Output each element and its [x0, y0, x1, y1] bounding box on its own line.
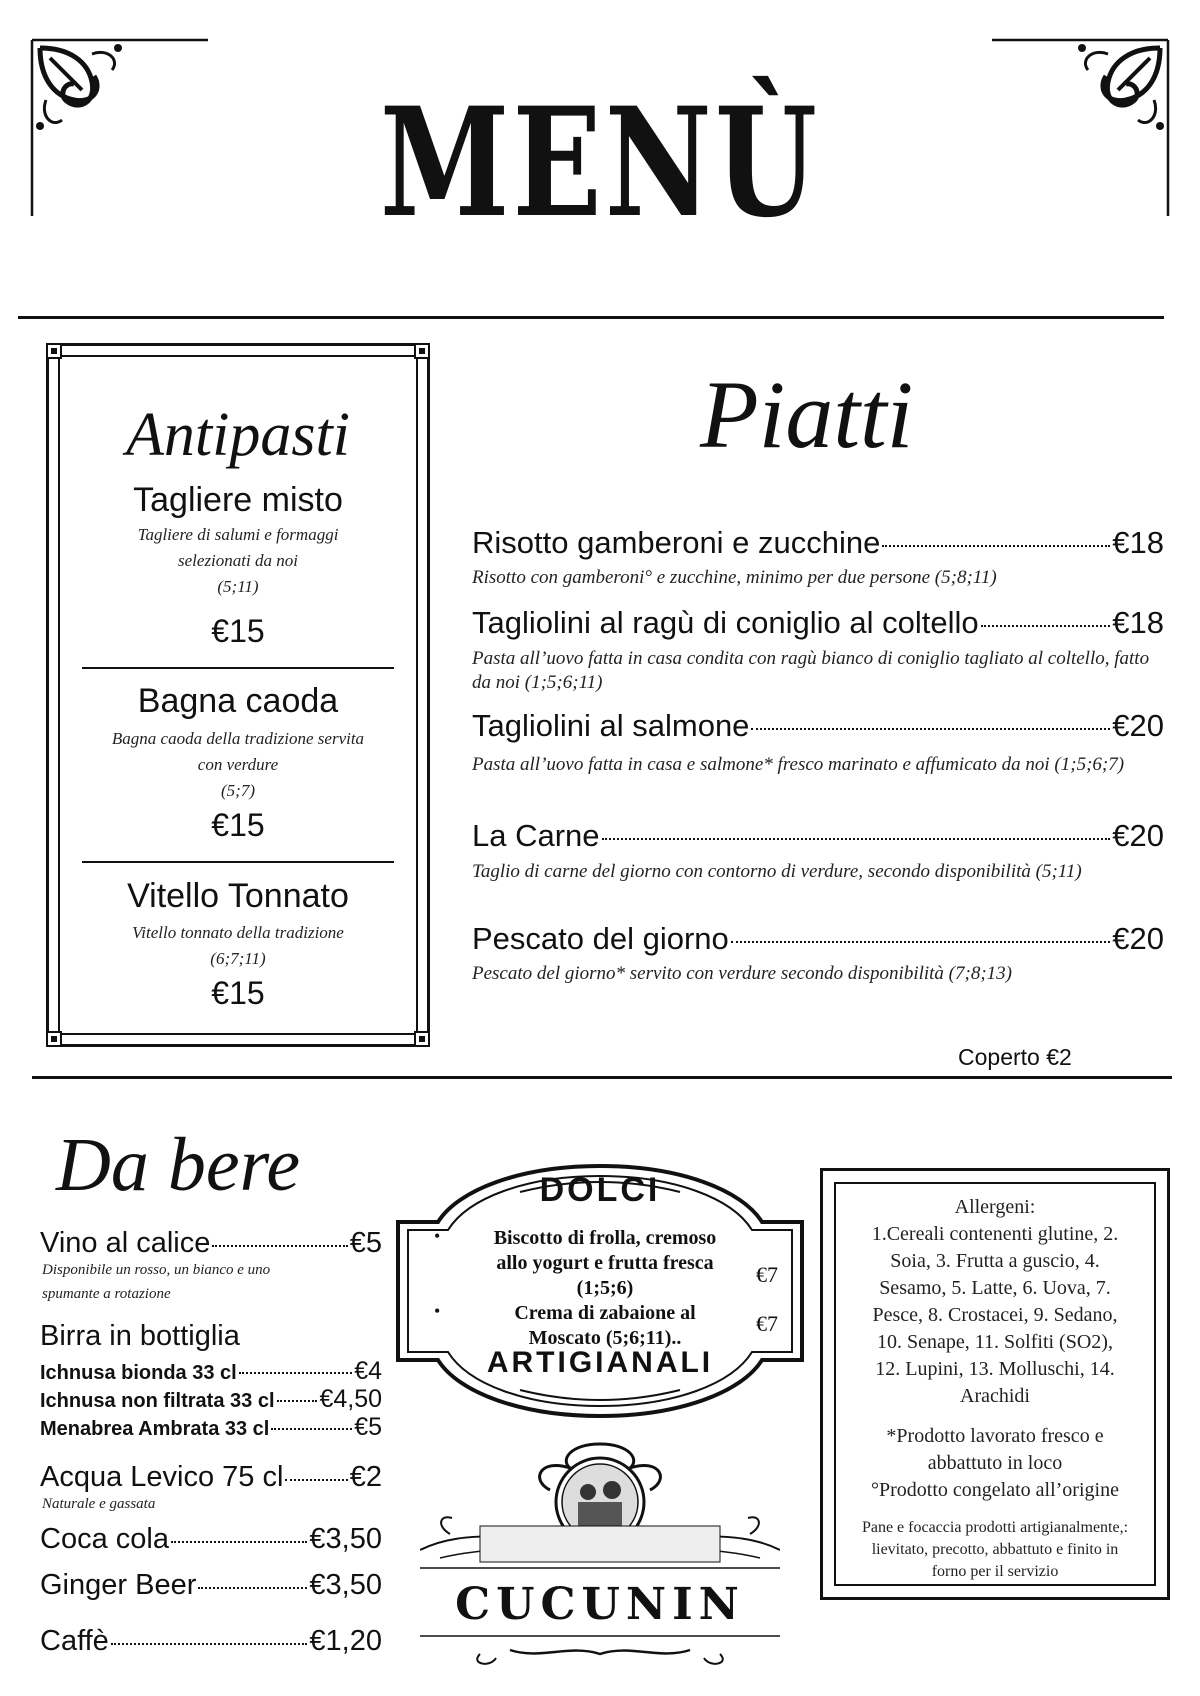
antipasti-item-desc: Bagna caoda della tradizione servita — [111, 729, 365, 748]
allergeni-pane: forno per il servizio — [931, 1563, 1059, 1580]
piatto-line — [472, 525, 1164, 561]
bere-line — [40, 1358, 382, 1386]
bere-line — [40, 1624, 382, 1658]
divider-middle — [32, 1076, 1172, 1079]
antipasti-item-desc: Tagliere di salumi e formaggi — [137, 525, 339, 544]
dot-leader — [882, 545, 1110, 547]
bere-line — [40, 1568, 382, 1602]
bere-line — [40, 1226, 382, 1260]
bere-price: €4 — [354, 1357, 382, 1385]
dolci-item-line: Moscato (5;6;11).. — [528, 1327, 682, 1349]
allergeni-note: *Prodotto lavorato fresco e — [886, 1425, 1104, 1447]
logo-text: CUCUNIN — [455, 1579, 745, 1630]
antipasti-separator — [82, 667, 394, 669]
bere-desc: Naturale e gassata — [42, 1496, 156, 1512]
dot-leader — [198, 1587, 307, 1589]
bere-name: Caffè — [40, 1625, 109, 1657]
dolci-bullet: • — [434, 1301, 441, 1321]
dolci-item-price: €7 — [756, 1311, 778, 1336]
dot-leader — [981, 625, 1111, 627]
bere-line — [40, 1522, 382, 1556]
dot-leader — [731, 941, 1110, 943]
piatto-name: Tagliolini al ragù di coniglio al coltello — [472, 605, 979, 640]
piatto-desc: Risotto con gamberoni° e zucchine, minimo per due persone (5;8;11) — [472, 567, 997, 588]
coperto-label: Coperto €2 — [958, 1044, 1072, 1070]
piatto-desc: Pasta all’uovo fatta in casa e salmone* fresco marinato e affumicato da noi (1;5;6;7) — [472, 754, 1125, 775]
bere-price: €5 — [349, 1227, 382, 1259]
dot-leader — [171, 1541, 307, 1543]
piatto-price: €20 — [1112, 921, 1164, 956]
bere-desc: spumante a rotazione — [42, 1286, 171, 1302]
antipasti-item-price: €15 — [211, 807, 265, 843]
frame-corner — [46, 1031, 62, 1047]
dolci-bullet: • — [434, 1226, 441, 1246]
dot-leader — [212, 1245, 347, 1247]
piatto-desc: Pescato del giorno* servito con verdure secondo disponibilità (7;8;13) — [472, 963, 1012, 984]
piatto-name: La Carne — [472, 818, 600, 853]
antipasti-item-desc: Vitello tonnato della tradizione — [132, 923, 344, 942]
piatto-line — [472, 818, 1164, 854]
allergeni-text: Allergeni: — [954, 1196, 1036, 1218]
bere-name: Coca cola — [40, 1523, 169, 1555]
piatti-heading: Piatti — [700, 361, 914, 468]
bere-line — [40, 1386, 382, 1414]
allergeni-text: Arachidi — [960, 1385, 1030, 1407]
dolci-item-line: Crema di zabaione al — [514, 1302, 696, 1324]
antipasti-item-price: €15 — [211, 975, 265, 1011]
antipasti-heading: Antipasti — [126, 401, 350, 469]
allergeni-text: 10. Senape, 11. Solfiti (SO2), — [877, 1331, 1113, 1353]
piatto-desc: Taglio di carne del giorno con contorno di verdure, secondo disponibilità (5;11) — [472, 861, 1082, 882]
bere-line — [40, 1414, 382, 1442]
antipasti-item-desc: con verdure — [197, 755, 279, 774]
bere-line — [40, 1460, 382, 1494]
piatto-price: €18 — [1112, 605, 1164, 640]
piatto-line — [472, 605, 1164, 641]
bere-name: Vino al calice — [40, 1227, 211, 1259]
piatto-name: Risotto gamberoni e zucchine — [472, 525, 881, 560]
dot-leader — [277, 1400, 318, 1402]
piatto-name: Pescato del giorno — [472, 921, 729, 956]
antipasti-item-desc: selezionati da noi — [178, 551, 298, 570]
bere-name: Menabrea Ambrata 33 cl — [40, 1418, 270, 1440]
dot-leader — [111, 1643, 308, 1645]
dot-leader — [271, 1428, 352, 1430]
bere-price: €5 — [354, 1413, 382, 1441]
antipasti-item-name: Tagliere misto — [133, 481, 343, 519]
bere-price: €2 — [349, 1461, 382, 1493]
bere-price: €3,50 — [309, 1569, 382, 1601]
bere-price: €3,50 — [309, 1523, 382, 1555]
bere-name: Ginger Beer — [40, 1569, 197, 1601]
bere-price: €4,50 — [319, 1385, 382, 1413]
allergeni-pane: Pane e focaccia prodotti artigianalmente,: — [861, 1519, 1129, 1536]
antipasti-separator — [82, 861, 394, 863]
piatto-line — [472, 708, 1164, 744]
cucunin-logo — [420, 1440, 780, 1670]
antipasti-item-allergens: (6;7;11) — [210, 949, 266, 968]
allergeni-note: abbattuto in loco — [927, 1452, 1063, 1474]
antipasti-item-name: Bagna caoda — [137, 682, 339, 720]
bere-name: Acqua Levico 75 cl — [40, 1461, 284, 1493]
bere-name: Ichnusa non filtrata 33 cl — [40, 1390, 275, 1412]
dolci-item-line: (1;5;6) — [576, 1277, 634, 1299]
allergeni-text: Pesce, 8. Crostacei, 9. Sedano, — [872, 1304, 1118, 1326]
piatto-line — [472, 921, 1164, 957]
dot-leader — [239, 1372, 352, 1374]
allergeni-note: °Prodotto congelato all’origine — [871, 1479, 1119, 1501]
dolci-title: DOLCI — [539, 1171, 661, 1209]
piatto-desc: Pasta all’uovo fatta in casa condita con ragù bianco di coniglio tagliato al coltello, fatto da noi (1;5;6;11) — [472, 648, 1150, 693]
antipasti-item-name: Vitello Tonnato — [127, 877, 349, 915]
frame-corner — [46, 343, 62, 359]
piatto-price: €18 — [1112, 525, 1164, 560]
antipasti-item-allergens: (5;11) — [217, 577, 259, 596]
frame-corner — [414, 1031, 430, 1047]
allergeni-text: Sesamo, 5. Latte, 6. Uova, 7. — [879, 1277, 1111, 1299]
dot-leader — [285, 1479, 347, 1481]
frame-corner — [414, 343, 430, 359]
piatto-price: €20 — [1112, 708, 1164, 743]
dolci-item-price: €7 — [756, 1262, 778, 1287]
dolci-subtitle: ARTIGIANALI — [486, 1346, 714, 1379]
dot-leader — [602, 838, 1111, 840]
dolci-item-line: Biscotto di frolla, cremoso — [493, 1227, 717, 1249]
antipasti-item-price: €15 — [211, 613, 265, 649]
divider-top — [18, 316, 1164, 319]
piatto-name: Tagliolini al salmone — [472, 708, 750, 743]
piatto-price: €20 — [1112, 818, 1164, 853]
bere-name: Ichnusa bionda 33 cl — [40, 1362, 237, 1384]
allergeni-text: Soia, 3. Frutta a guscio, 4. — [890, 1250, 1100, 1272]
antipasti-item-allergens: (5;7) — [221, 781, 255, 800]
allergeni-pane: lievitato, precotto, abbattuto e finito in — [871, 1541, 1119, 1558]
bere-price: €1,20 — [309, 1625, 382, 1657]
allergeni-text: 1.Cereali contenenti glutine, 2. — [871, 1223, 1119, 1245]
da-bere-heading: Da bere — [56, 1123, 301, 1207]
allergeni-text: 12. Lupini, 13. Molluschi, 14. — [875, 1358, 1115, 1380]
dot-leader — [751, 728, 1110, 730]
dolci-item-line: allo yogurt e frutta fresca — [496, 1252, 714, 1274]
bere-desc: Disponibile un rosso, un bianco e uno — [42, 1262, 271, 1278]
birra-heading: Birra in bottiglia — [40, 1320, 240, 1352]
page-title: MENÙ — [379, 75, 821, 251]
